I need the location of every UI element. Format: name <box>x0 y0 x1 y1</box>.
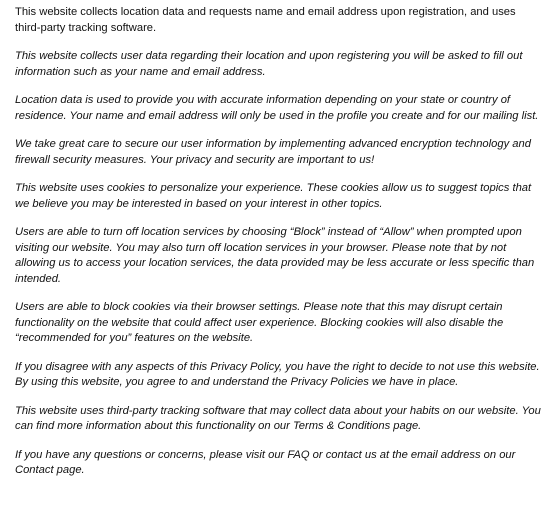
location-opt-out-paragraph: Users are able to turn off location services by choosing “Block” instead of “Allow” when prompted upon visiting our website. You may also turn off location services in your browser. Please note that by not allowing us to access your location services, the data provided may be less accurate or less specific than intended. <box>15 226 535 285</box>
summary-paragraph: This website collects location data and requests name and email address upon registration, and uses third-party tracking software. <box>15 6 516 34</box>
contact-paragraph: If you have any questions or concerns, please visit our FAQ or contact us at the email address on our Contact page. <box>15 448 516 476</box>
third-party-tracking-paragraph: This website uses third-party tracking software that may collect data about your habits on our website. You can find more information about this functionality on our Terms & Conditions page. <box>15 404 541 432</box>
data-usage-paragraph: Location data is used to provide you with accurate information depending on your state or country of residence. Your name and email address will only be used in the profile you create and for our mailing list. <box>15 94 539 122</box>
cookie-blocking-paragraph: Users are able to block cookies via their browser settings. Please note that this may disrupt certain functionality on the website that could affect user experience. Blocking cookies will also disable the “recommended for you” features on the website. <box>15 301 504 344</box>
cookies-paragraph: This website uses cookies to personalize your experience. These cookies allow us to suggest topics that we believe you may be interested in based on your interest in other topics. <box>15 182 532 210</box>
disagreement-paragraph: If you disagree with any aspects of this Privacy Policy, you have the right to decide to not use this website. By using this website, you agree to and understand the Privacy Policies we have in place. <box>15 360 540 388</box>
security-paragraph: We take great care to secure our user information by implementing advanced encryption technology and firewall security measures. Your privacy and security are important to us! <box>15 138 531 166</box>
data-collection-paragraph: This website collects user data regarding their location and upon registering you will be asked to fill out information such as your name and email address. <box>15 50 523 78</box>
